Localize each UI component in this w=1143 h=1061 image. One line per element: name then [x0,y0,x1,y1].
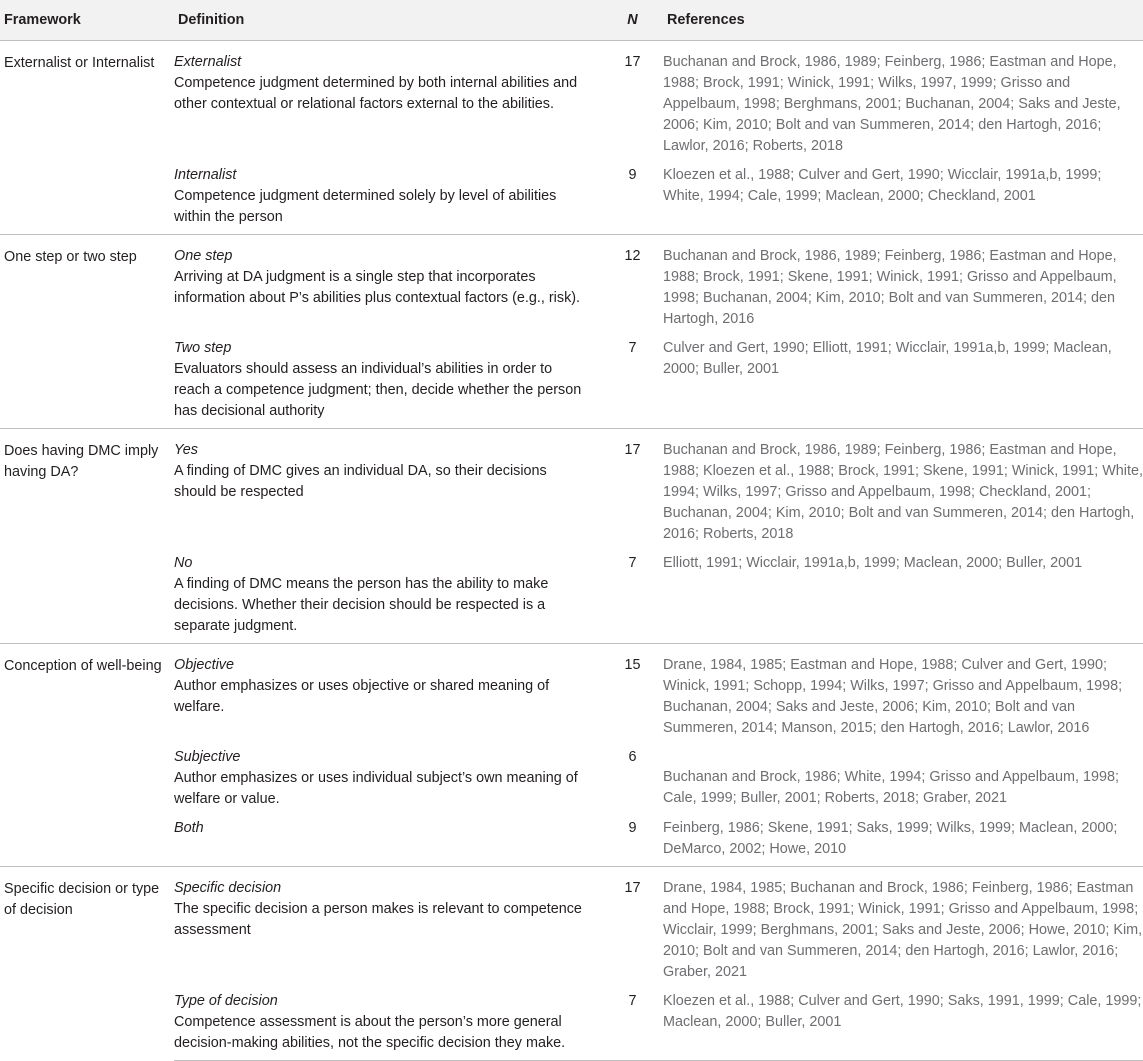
framework-cell: Specific decision or type of decision [0,867,174,1061]
option-description: Competence assessment is about the person’s more general decision-making abilities, not the specific decision they make. [174,1014,566,1051]
option-label: Both [174,820,204,836]
references-cell: Elliott, 1991; Wicclair, 1991a,b, 1999; Maclean, 2000; Buller, 2001 [663,555,1083,571]
framework-cell: Externalist or Internalist [0,41,174,235]
framework-cell: One step or two step [0,235,174,429]
option-label: Two step [174,340,232,356]
n-cell: 15 [592,644,663,746]
n-cell: 17 [592,867,663,990]
definition-cell [174,163,592,235]
definition-cell [174,644,592,746]
table-row [0,867,1143,990]
framework-cell: Conception of well-being [0,644,174,867]
references-cell: Buchanan and Brock, 1986, 1989; Feinberg, 1986; Eastman and Hope, 1988; Kloezen et al., 1988; Brock, 1991; Skene, 1991; Winick, 1991; White, 1994; Wilks, 1997; Grisso and Appelbaum, 1998; Checkland, 2001; Buchanan, 2004; Kim, 2010; Bolt and van Summeren, 2014; den Hartogh, 2016; Roberts, 2018 [663,429,1143,552]
n-cell: 7 [628,340,637,356]
option-label: Subjective [174,749,241,765]
option-label: Specific decision [174,880,282,896]
option-description: Arriving at DA judgment is a single step that incorporates information about P’s abilities plus contextual factors (e.g., risk). [174,269,581,306]
definition-cell [174,816,592,867]
header-references: References [663,0,1143,41]
option-description: Competence judgment determined by both internal abilities and other contextual or relational factors external to the abilities. [174,75,578,112]
option-label: No [174,555,193,571]
header-n: N [592,0,663,41]
option-description: The specific decision a person makes is relevant to competence assessment [174,901,582,938]
definition-cell [174,235,592,337]
option-description: Author emphasizes or uses objective or shared meaning of welfare. [174,678,550,715]
references-cell: Culver and Gert, 1990; Elliott, 1991; Wicclair, 1991a,b, 1999; Maclean, 2000; Buller, 2001 [663,340,1112,377]
definition-cell [174,989,592,1061]
header-framework: Framework [0,0,174,41]
n-cell: 17 [592,429,663,552]
definition-cell [174,336,592,429]
header-row [0,0,1143,41]
references-cell: Drane, 1984, 1985; Eastman and Hope, 1988; Culver and Gert, 1990; Winick, 1991; Schopp, 1994; Wilks, 1997; Grisso and Appelbaum, 1998; Buchanan, 2004; Saks and Jeste, 2006; Kim, 2010; Bolt and van Summeren, 2014; Manson, 2015; den Hartogh, 2016; Lawlor, 2016 [663,644,1143,746]
n-cell: 9 [628,167,637,183]
option-label: Internalist [174,167,237,183]
n-cell: 17 [592,41,663,164]
references-cell: Drane, 1984, 1985; Buchanan and Brock, 1986; Feinberg, 1986; Eastman and Hope, 1988; Brock, 1991; Winick, 1991; Grisso and Appelbaum, 1998; Wicclair, 1999; Berghmans, 2001; Saks and Jeste, 2006; Howe, 2010; Kim, 2010; Bolt and van Summeren, 2014; den Hartogh, 2016; Lawlor, 2016; Graber, 2021 [663,867,1143,990]
n-cell: 7 [628,555,637,571]
option-label: Externalist [174,54,242,70]
definition-cell [174,551,592,644]
option-description: A finding of DMC gives an individual DA, so their decisions should be respected [174,463,547,500]
n-cell: 7 [592,989,663,1061]
references-cell: Buchanan and Brock, 1986, 1989; Feinberg, 1986; Eastman and Hope, 1988; Brock, 1991; Skene, 1991; Winick, 1991; Grisso and Appelbaum, 1998; Buchanan, 2004; Kim, 2010; Bolt and van Summeren, 2014; den Hartogh, 2016 [663,235,1143,337]
header-definition: Definition [174,0,592,41]
table-row [0,429,1143,552]
definition-cell [174,745,592,816]
references-cell: Kloezen et al., 1988; Culver and Gert, 1990; Wicclair, 1991a,b, 1999; White, 1994; Cale, 1999; Maclean, 2000; Checkland, 2001 [663,167,1102,204]
definition-cell [174,429,592,552]
n-cell: 12 [592,235,663,337]
option-label: Yes [174,442,199,458]
option-description: Author emphasizes or uses individual subject’s own meaning of welfare or value. [174,770,578,807]
option-description: Competence judgment determined solely by level of abilities within the person [174,188,557,225]
option-description: A finding of DMC means the person has the ability to make decisions. Whether their decision should be respected is a separate judgment. [174,576,549,634]
definition-cell [174,41,592,164]
table-row [0,41,1143,164]
table-row [0,644,1143,746]
framework-cell: Does having DMC imply having DA? [0,429,174,644]
option-label: One step [174,248,233,264]
references-cell: Kloezen et al., 1988; Culver and Gert, 1990; Saks, 1991, 1999; Cale, 1999; Maclean, 2000; Buller, 2001 [663,989,1143,1061]
definition-cell [174,867,592,990]
option-label: Objective [174,657,234,673]
option-description: Evaluators should assess an individual’s abilities in order to reach a competence judgment; then, decide whether the person has decisional authority [174,361,582,419]
n-cell: 6 [628,749,637,765]
option-label: Type of decision [174,993,278,1009]
n-cell: 9 [628,820,637,836]
references-cell: Buchanan and Brock, 1986; White, 1994; Grisso and Appelbaum, 1998; Cale, 1999; Buller, 2001; Roberts, 2018; Graber, 2021 [663,769,1120,806]
references-cell: Feinberg, 1986; Skene, 1991; Saks, 1999; Wilks, 1999; Maclean, 2000; DeMarco, 2002; Howe, 2010 [663,820,1118,857]
table-row [0,235,1143,337]
references-cell: Buchanan and Brock, 1986, 1989; Feinberg, 1986; Eastman and Hope, 1988; Brock, 1991; Winick, 1991; Wilks, 1997, 1999; Grisso and Appelbaum, 1998; Berghmans, 2001; Buchanan, 2004; Saks and Jeste, 2006; Kim, 2010; Bolt and van Summeren, 2014; den Hartogh, 2016; Lawlor, 2016; Roberts, 2018 [663,41,1143,164]
